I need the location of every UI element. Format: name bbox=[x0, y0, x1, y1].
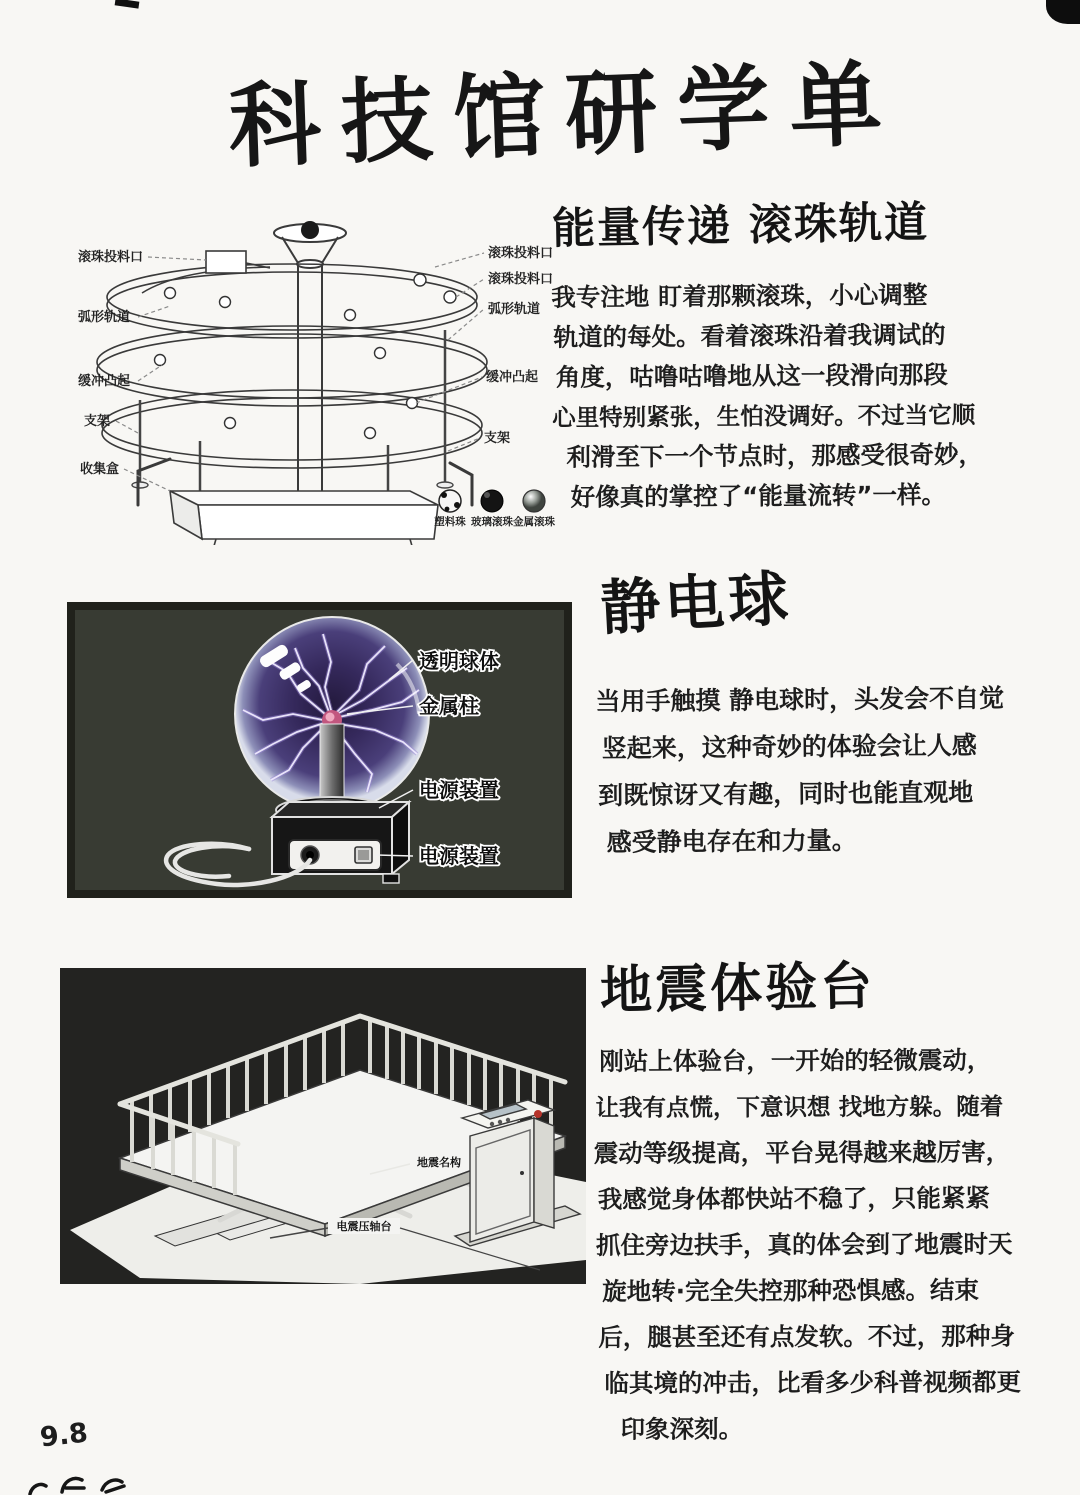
section3-line: 抓住旁边扶手，真的体会到了地震时天 bbox=[595, 1229, 1013, 1260]
label-quake-structure: 地震名构 bbox=[417, 1156, 461, 1169]
track-marbles bbox=[155, 274, 457, 439]
section3-heading: 地震体验台 bbox=[599, 956, 876, 1022]
metal-ball-icon bbox=[523, 490, 545, 512]
section3-line: 让我有点慌，下意识想 找地方躲。随着 bbox=[595, 1092, 1004, 1122]
label-arc-track-left: 弧形轨道 bbox=[78, 310, 131, 325]
section3-line: 震动等级提高，平台晃得越来越厉害， bbox=[593, 1137, 1011, 1168]
label-feed-port-right2: 滚珠投料口 bbox=[488, 272, 554, 287]
diagram-labels-right bbox=[484, 245, 553, 446]
feed-box bbox=[206, 251, 270, 273]
label-power-device-2: 电源装置 bbox=[419, 844, 499, 868]
legend-metal: 金属滚珠 bbox=[513, 516, 555, 528]
section1-line: 我专注地 盯着那颗滚珠，小心调整 bbox=[551, 280, 928, 312]
section3-line: 旋地转·完全失控那种恐惧感。结束 bbox=[602, 1275, 980, 1306]
label-metal-column: 金属柱 bbox=[419, 694, 479, 718]
section3-line: 印象深刻。 bbox=[620, 1414, 744, 1444]
section3-line: 我感觉身体都快站不稳了，只能紧紧 bbox=[597, 1183, 990, 1214]
scan-artifact-top-right bbox=[1046, 0, 1080, 24]
date-note: 9.8 bbox=[38, 1417, 90, 1454]
section2-line: 竖起来，这种奇妙的体验会让人感 bbox=[601, 730, 977, 764]
cut-off-handwriting bbox=[22, 1468, 162, 1495]
earthquake-platform-photo bbox=[60, 968, 586, 1284]
section3-line: 临其境的冲击，比看多少科普视频都更 bbox=[604, 1367, 1022, 1398]
emergency-button bbox=[534, 1110, 542, 1118]
section1-line: 利滑至下一个节点时，那感受很奇妙， bbox=[566, 439, 984, 472]
section1-line: 角度，咕噜咕噜地从这一段滑向那段 bbox=[555, 360, 948, 392]
section2-line: 当用手触摸 静电球时，头发会不自觉 bbox=[595, 683, 1005, 717]
label-arc-track-right: 弧形轨道 bbox=[488, 302, 541, 317]
section2-line: 到既惊讶又有趣，同时也能直观地 bbox=[598, 777, 974, 811]
label-stand-right: 支架 bbox=[484, 431, 511, 446]
section2-paragraph bbox=[595, 674, 1077, 866]
section1-line: 心里特别紧张，生怕没调好。不过当它顺 bbox=[552, 400, 976, 432]
label-feed-port-right1: 滚珠投料口 bbox=[488, 246, 554, 261]
section1-line: 轨道的每处。看着滚珠沿着我调试的 bbox=[553, 320, 946, 352]
metal-column bbox=[320, 724, 344, 808]
label-stand-left: 支架 bbox=[84, 414, 111, 429]
page-title: 科技馆研学单 bbox=[226, 50, 904, 181]
spiral-track bbox=[97, 264, 487, 468]
plasma-ball-photo bbox=[67, 602, 572, 898]
section3-paragraph bbox=[593, 1037, 1080, 1453]
marble-run-diagram bbox=[20, 205, 560, 545]
label-power-device-1: 电源装置 bbox=[419, 778, 499, 802]
ball-legend bbox=[434, 490, 555, 528]
section3-line: 刚站上体验台，一开始的轻微震动， bbox=[599, 1045, 992, 1076]
section2-heading: 静电球 bbox=[598, 564, 794, 644]
section1-heading: 能量传递 滚珠轨道 bbox=[551, 197, 930, 255]
scan-artifact-top-left bbox=[115, 0, 140, 9]
legend-glass: 玻璃滚珠 bbox=[471, 516, 513, 528]
collection-box bbox=[138, 459, 472, 545]
section2-line: 感受静电存在和力量。 bbox=[606, 825, 857, 858]
label-transparent-sphere: 透明球体 bbox=[419, 649, 499, 673]
label-collect-box-left: 收集盒 bbox=[80, 462, 120, 477]
label-buffer-bump-right: 缓冲凸起 bbox=[486, 370, 539, 385]
glass-ball-icon bbox=[481, 490, 503, 512]
section1-paragraph bbox=[551, 274, 1078, 518]
section3-line: 后，腿甚至还有点发软。不过，那种身 bbox=[598, 1321, 1015, 1352]
label-press-shaft-platform: 电震压轴台 bbox=[336, 1220, 392, 1233]
label-feed-port-left: 滚珠投料口 bbox=[78, 250, 144, 265]
support-rods bbox=[132, 330, 453, 491]
legend-plastic: 塑料珠 bbox=[434, 516, 466, 528]
section1-line: 好像真的掌控了“能量流转”一样。 bbox=[570, 480, 946, 512]
label-buffer-bump-left: 缓冲凸起 bbox=[78, 374, 131, 389]
